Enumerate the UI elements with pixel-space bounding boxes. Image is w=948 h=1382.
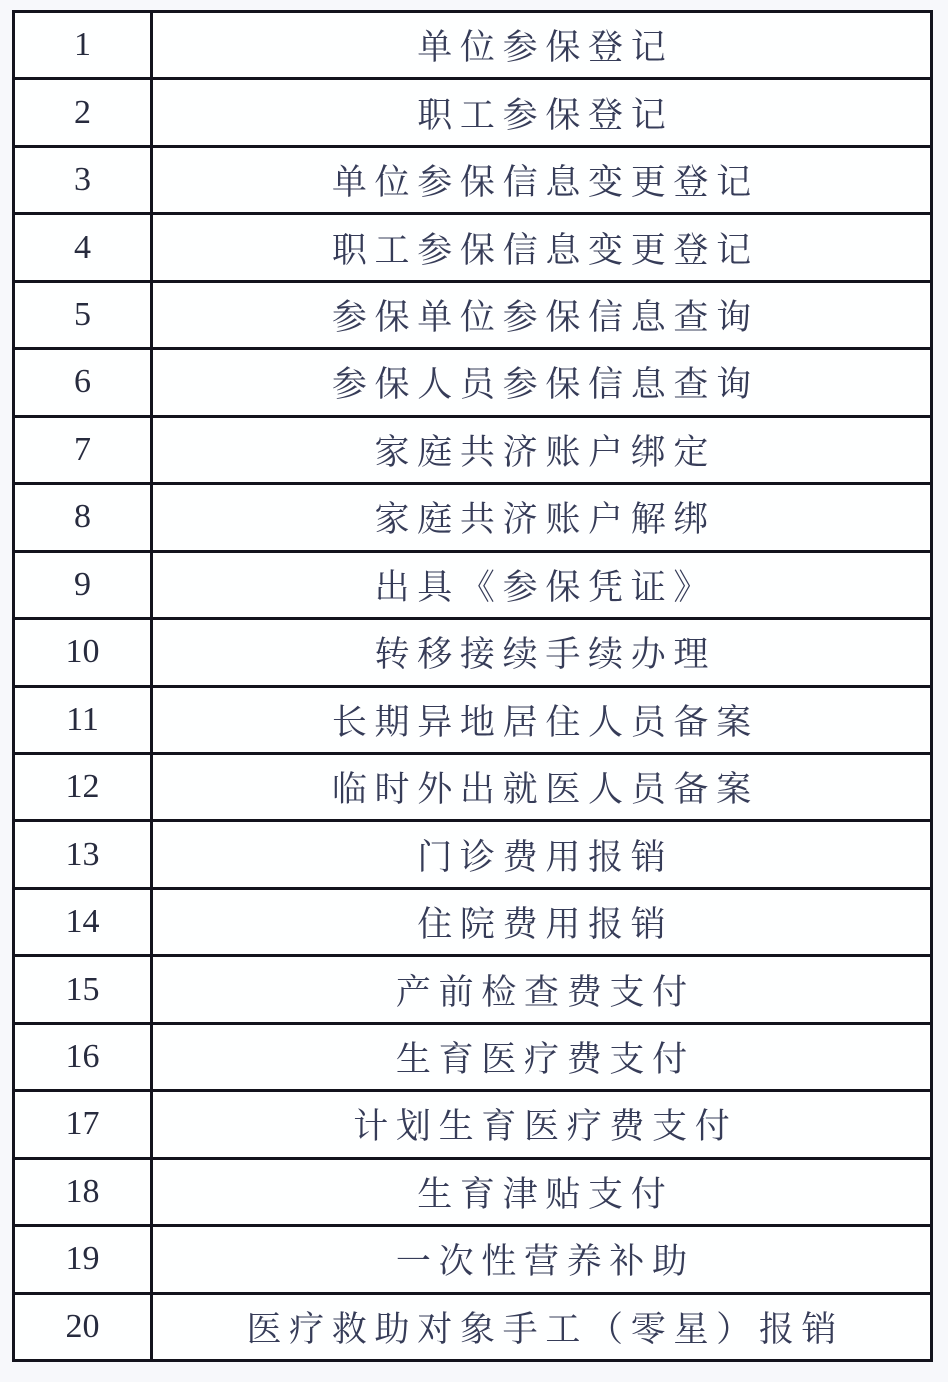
table-row — [15, 620, 930, 687]
service-name: 参保单位参保信息查询 — [331, 298, 759, 338]
table-row — [15, 215, 930, 282]
service-name: 单位参保信息变更登记 — [331, 163, 759, 203]
row-number: 8 — [15, 485, 153, 549]
row-number: 5 — [15, 283, 153, 347]
service-name: 职工参保信息变更登记 — [331, 230, 759, 270]
service-name: 生育医疗费支付 — [395, 1040, 695, 1080]
service-name: 出具《参保凭证》 — [374, 567, 717, 607]
row-number: 1 — [15, 13, 153, 77]
table-row — [15, 1160, 930, 1227]
service-name: 参保人员参保信息查询 — [331, 365, 759, 405]
service-name: 产前检查费支付 — [395, 972, 695, 1012]
table-row — [15, 350, 930, 417]
service-name: 职工参保登记 — [417, 95, 674, 135]
service-name: 单位参保登记 — [417, 28, 674, 68]
table-row — [15, 418, 930, 485]
table-row — [15, 822, 930, 889]
table-row — [15, 688, 930, 755]
service-list-table — [12, 10, 933, 1362]
service-name: 医疗救助对象手工（零星）报销 — [246, 1309, 845, 1349]
row-number: 3 — [15, 148, 153, 212]
table-row — [15, 755, 930, 822]
table-row — [15, 1227, 930, 1294]
row-number: 10 — [15, 620, 153, 684]
row-number: 12 — [15, 755, 153, 819]
service-name: 住院费用报销 — [417, 905, 674, 945]
service-name: 临时外出就医人员备案 — [331, 770, 759, 810]
row-number: 2 — [15, 80, 153, 144]
table-row — [15, 1092, 930, 1159]
service-name: 生育津贴支付 — [417, 1174, 674, 1214]
service-name: 门诊费用报销 — [417, 837, 674, 877]
table-row — [15, 283, 930, 350]
table-row — [15, 80, 930, 147]
row-number: 7 — [15, 418, 153, 482]
table-row — [15, 485, 930, 552]
row-number: 13 — [15, 822, 153, 886]
row-number: 9 — [15, 553, 153, 617]
row-number: 16 — [15, 1025, 153, 1089]
service-name: 家庭共济账户解绑 — [374, 500, 717, 540]
table-row — [15, 553, 930, 620]
row-number: 17 — [15, 1092, 153, 1156]
service-name: 计划生育医疗费支付 — [353, 1107, 738, 1147]
service-name: 长期异地居住人员备案 — [331, 702, 759, 742]
row-number: 11 — [15, 688, 153, 752]
row-number: 14 — [15, 890, 153, 954]
service-name: 一次性营养补助 — [395, 1242, 695, 1282]
row-number: 6 — [15, 350, 153, 414]
table-row — [15, 957, 930, 1024]
row-number: 19 — [15, 1227, 153, 1291]
table-row — [15, 1295, 930, 1359]
service-name: 家庭共济账户绑定 — [374, 432, 717, 472]
service-name: 转移接续手续办理 — [374, 635, 717, 675]
table-row — [15, 148, 930, 215]
row-number: 18 — [15, 1160, 153, 1224]
table-row — [15, 13, 930, 80]
row-number: 4 — [15, 215, 153, 279]
row-number: 20 — [15, 1295, 153, 1359]
table-row — [15, 890, 930, 957]
row-number: 15 — [15, 957, 153, 1021]
table-row — [15, 1025, 930, 1092]
